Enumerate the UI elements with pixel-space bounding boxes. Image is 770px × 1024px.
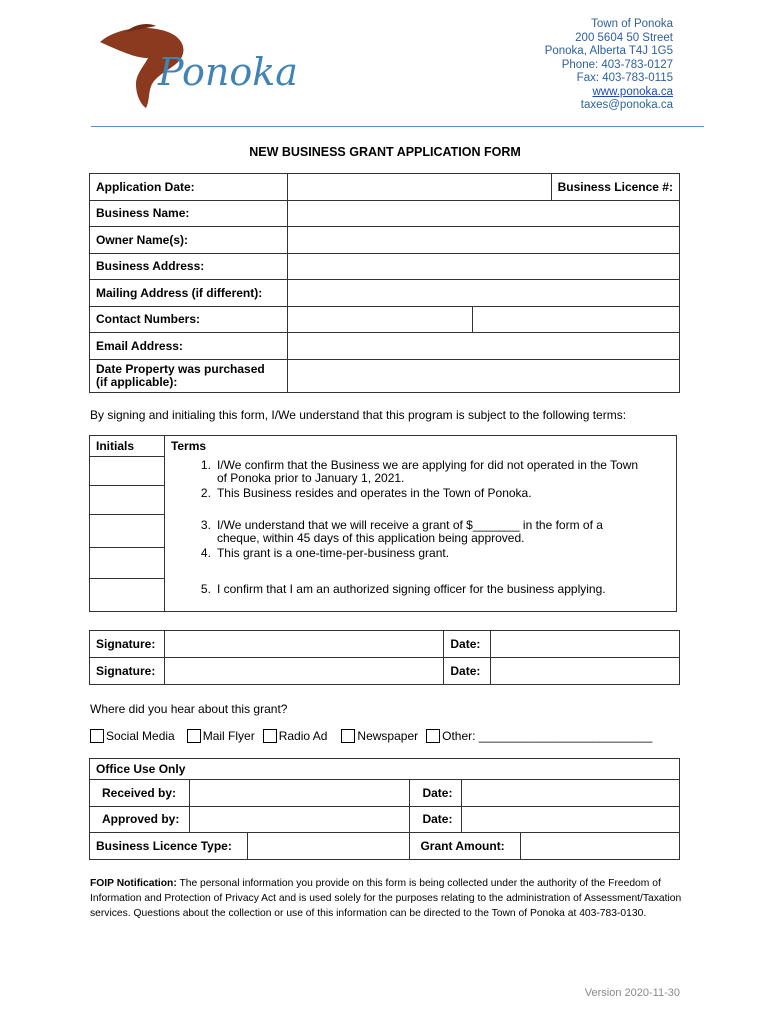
applicant-info-table bbox=[89, 173, 680, 393]
website-link[interactable]: www.ponoka.ca bbox=[592, 85, 673, 98]
business-name-label: Business Name: bbox=[90, 200, 288, 227]
terms-group-1 bbox=[164, 457, 676, 515]
logo-text: Ponoka bbox=[158, 50, 298, 94]
town-address-block bbox=[545, 18, 673, 113]
phone-line: Phone: 403-783-0127 bbox=[561, 58, 673, 71]
contact-number-field-1[interactable] bbox=[287, 306, 473, 333]
grant-amount-field[interactable] bbox=[521, 833, 680, 860]
email-address-field[interactable] bbox=[287, 333, 679, 360]
term-item: 2. This Business resides and operates in the Town of Ponoka. bbox=[200, 485, 532, 500]
address-line: Town of Ponoka bbox=[591, 18, 673, 30]
initials-field-2[interactable] bbox=[90, 486, 165, 515]
received-by-label: Received by: bbox=[90, 780, 190, 807]
approved-date-field[interactable] bbox=[462, 806, 680, 833]
signature-label-2: Signature: bbox=[90, 658, 165, 685]
mail-flyer-checkbox[interactable] bbox=[187, 729, 201, 743]
date-field-2[interactable] bbox=[491, 658, 680, 685]
option-other: Other: __________________________ bbox=[426, 729, 652, 743]
hear-options bbox=[90, 729, 660, 743]
terms-group-2 bbox=[164, 515, 676, 579]
email-address-label: Email Address: bbox=[90, 333, 288, 360]
initials-header: Initials bbox=[90, 436, 165, 457]
term-item: 5. I confirm that I am an authorized signing officer for the business applying. bbox=[200, 581, 606, 596]
application-date-field[interactable] bbox=[287, 174, 551, 201]
business-address-label: Business Address: bbox=[90, 253, 288, 280]
term-item: 3. I/We understand that we will receive a grant of $_______ in the form of a cheque, within 45 days of this application being approved. bbox=[200, 517, 603, 545]
date-label-1: Date: bbox=[444, 631, 491, 658]
office-use-header: Office Use Only bbox=[90, 759, 680, 780]
business-name-field[interactable] bbox=[287, 200, 679, 227]
initials-field-5[interactable] bbox=[90, 579, 165, 612]
initials-field-1[interactable] bbox=[90, 457, 165, 486]
signature-field-2[interactable] bbox=[164, 658, 443, 685]
contact-number-field-2[interactable] bbox=[473, 306, 680, 333]
initials-field-3[interactable] bbox=[90, 515, 165, 548]
term-item: 4. This grant is a one-time-per-business grant. bbox=[200, 545, 450, 560]
application-date-label: Application Date: bbox=[90, 174, 288, 201]
date-property-label-line1: Date Property was purchased bbox=[96, 361, 265, 376]
terms-table bbox=[89, 435, 677, 612]
owner-names-field[interactable] bbox=[287, 227, 679, 254]
approved-by-label: Approved by: bbox=[90, 806, 190, 833]
date-field-1[interactable] bbox=[491, 631, 680, 658]
option-newspaper: Newspaper bbox=[341, 729, 418, 743]
signature-field-1[interactable] bbox=[164, 631, 443, 658]
terms-group-3 bbox=[164, 579, 676, 612]
foip-text: The personal information you provide on this form is being collected under the authority of the Freedom of Information and Protection of Privacy Act and is used solely for the purposes relating to the administration of Assessment/Taxation services. Questions about the collection or use of this information can be directed to the Town of Ponoka at 403-783-0130. bbox=[90, 878, 682, 919]
terms-header: Terms bbox=[164, 436, 676, 457]
licence-type-label: Business Licence Type: bbox=[90, 833, 248, 860]
newspaper-checkbox[interactable] bbox=[341, 729, 355, 743]
received-by-field[interactable] bbox=[189, 780, 409, 807]
contact-numbers-label: Contact Numbers: bbox=[90, 306, 288, 333]
hear-question: Where did you hear about this grant? bbox=[90, 702, 288, 716]
address-line: Ponoka, Alberta T4J 1G5 bbox=[544, 45, 673, 57]
header-divider bbox=[91, 126, 704, 127]
terms-intro: By signing and initialing this form, I/We understand that this program is subject to the following terms: bbox=[90, 408, 627, 422]
business-licence-label: Business Licence #: bbox=[557, 179, 673, 194]
approved-by-field[interactable] bbox=[189, 806, 409, 833]
received-date-field[interactable] bbox=[462, 780, 680, 807]
social-media-checkbox[interactable] bbox=[90, 729, 104, 743]
signature-table bbox=[89, 630, 680, 685]
received-date-label: Date: bbox=[410, 780, 462, 807]
mailing-address-label: Mailing Address (if different): bbox=[90, 280, 288, 307]
other-checkbox[interactable] bbox=[426, 729, 440, 743]
approved-date-label: Date: bbox=[410, 806, 462, 833]
owner-names-label: Owner Name(s): bbox=[90, 227, 288, 254]
version-label: Version 2020-11-30 bbox=[584, 987, 680, 999]
email-address: taxes@ponoka.ca bbox=[580, 99, 673, 111]
foip-notification bbox=[90, 876, 690, 921]
term-item: 1. I/We confirm that the Business we are applying for did not operated in the Town of Ponoka prior to January 1, 2021. bbox=[200, 457, 639, 485]
address-line: 200 5604 50 Street bbox=[575, 31, 673, 44]
business-licence-cell bbox=[551, 174, 679, 201]
fax-line: Fax: 403-783-0115 bbox=[576, 72, 673, 84]
date-property-label bbox=[90, 359, 288, 392]
business-address-field[interactable] bbox=[287, 253, 679, 280]
foip-label: FOIP Notification: bbox=[90, 878, 177, 889]
initials-field-4[interactable] bbox=[90, 548, 165, 579]
form-title: NEW BUSINESS GRANT APPLICATION FORM bbox=[249, 145, 521, 159]
date-property-label-line2: (if applicable): bbox=[96, 374, 178, 389]
signature-label-1: Signature: bbox=[90, 631, 165, 658]
radio-ad-checkbox[interactable] bbox=[263, 729, 277, 743]
ponoka-logo bbox=[96, 22, 298, 112]
grant-amount-label: Grant Amount: bbox=[410, 833, 521, 860]
option-mail-flyer: Mail Flyer bbox=[187, 729, 255, 743]
licence-type-field[interactable] bbox=[247, 833, 410, 860]
date-property-field[interactable] bbox=[287, 359, 679, 392]
mailing-address-field[interactable] bbox=[287, 280, 679, 307]
option-social-media: Social Media bbox=[90, 729, 175, 743]
date-label-2: Date: bbox=[444, 658, 491, 685]
office-use-table bbox=[89, 758, 680, 860]
option-radio-ad: Radio Ad bbox=[263, 729, 328, 743]
